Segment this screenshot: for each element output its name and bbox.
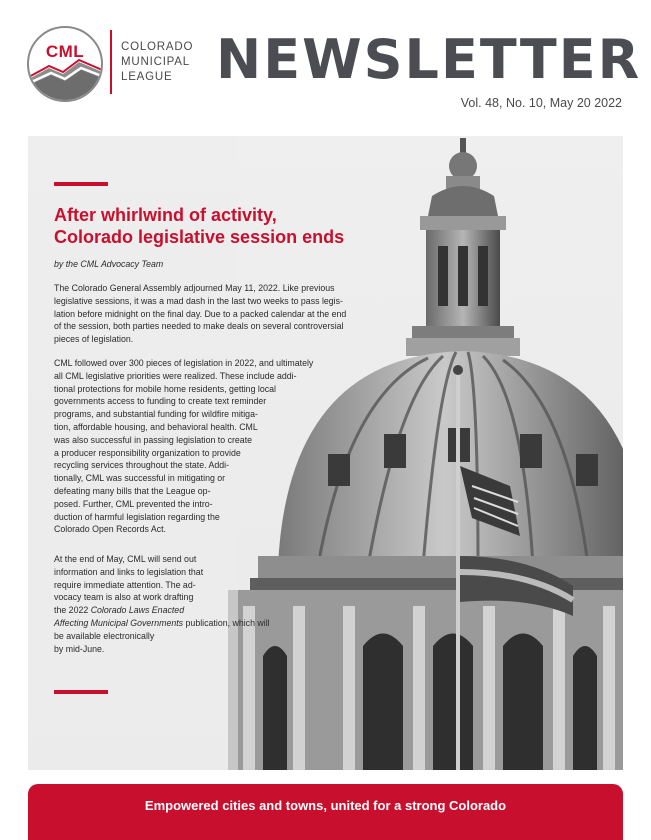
article-paragraph-2: [54, 357, 344, 536]
text-fragment: publication, which will: [183, 617, 270, 628]
text-line: lation before midnight on the final day. Due to a packed calendar at the end: [54, 308, 347, 319]
article-headline: [54, 204, 394, 248]
text-line: tional protections for mobile home residents, getting local: [54, 383, 276, 394]
text-line: of the session, both parties needed to make deals on several controversial: [54, 321, 344, 332]
org-name-line: LEAGUE: [121, 71, 173, 83]
publication-title: Affecting Municipal Governments: [54, 617, 184, 628]
logo-wordmark: CML: [45, 42, 85, 61]
headline-line: Colorado legislative session ends: [54, 227, 345, 247]
text-fragment: the 2022: [54, 605, 91, 616]
text-line: At the end of May, CML will send out: [54, 554, 197, 564]
footer-banner: [28, 784, 623, 840]
text-line: a producer responsibility organization to provide: [54, 447, 241, 458]
text-line: programs, and substantial funding for wildfire mitiga-: [54, 409, 258, 420]
text-line: vocacy team is also at work drafting: [54, 592, 194, 603]
text-line: [54, 604, 244, 617]
article-byline: by the CML Advocacy Team: [54, 259, 164, 269]
text-line: legislative sessions, it was a mad dash in the last two weeks to pass legis-: [54, 295, 343, 306]
text-line: Colorado Open Records Act.: [54, 524, 166, 535]
text-line: [54, 617, 270, 630]
issue-info: Vol. 48, No. 10, May 20 2022: [460, 96, 622, 110]
text-line: be available electronically: [54, 630, 155, 641]
cml-logo: [27, 26, 103, 102]
article-paragraph-1: [54, 282, 414, 346]
text-line: CML followed over 300 pieces of legislation in 2022, and ultimately: [54, 358, 314, 368]
text-line: recycling services throughout the state. Addi-: [54, 460, 230, 471]
text-line: tionally, CML was successful in mitigating or: [54, 473, 226, 484]
text-line: pieces of legislation.: [54, 334, 134, 345]
newsletter-title: NEWSLETTER: [216, 28, 642, 91]
text-line: require immediate attention. The ad-: [54, 579, 196, 590]
headline-line: After whirlwind of activity,: [54, 205, 277, 225]
org-name-line: MUNICIPAL: [121, 56, 190, 68]
article-paragraph-3: [54, 553, 270, 655]
text-line: tion, affordable housing, and behavioral health. CML: [54, 421, 258, 432]
text-line: governments access to funding to create text reminder: [54, 396, 267, 407]
text-line: duction of harmful legislation regarding the: [54, 511, 220, 522]
publication-title: Colorado Laws Enacted: [90, 605, 185, 616]
text-line: all CML legislative priorities were realized. These include addi-: [54, 370, 297, 381]
mountain-logo-icon: [29, 28, 103, 102]
logo-divider: [110, 30, 112, 94]
text-line: by mid-June.: [54, 643, 105, 654]
text-line: posed. Further, CML prevented the intro-: [54, 498, 213, 509]
org-name-line: COLORADO: [121, 41, 194, 53]
headline-accent-bar: [54, 182, 108, 186]
text-line: The Colorado General Assembly adjourned May 11, 2022. Like previous: [54, 283, 335, 293]
text-line: was also successful in passing legislation to create: [54, 434, 253, 445]
text-line: defeating many bills that the League op-: [54, 485, 211, 496]
footer-tagline: Empowered cities and towns, united for a strong Colorado: [144, 798, 507, 813]
org-name: [121, 40, 193, 85]
article-end-accent-bar: [54, 690, 108, 694]
text-line: information and links to legislation that: [54, 566, 204, 577]
